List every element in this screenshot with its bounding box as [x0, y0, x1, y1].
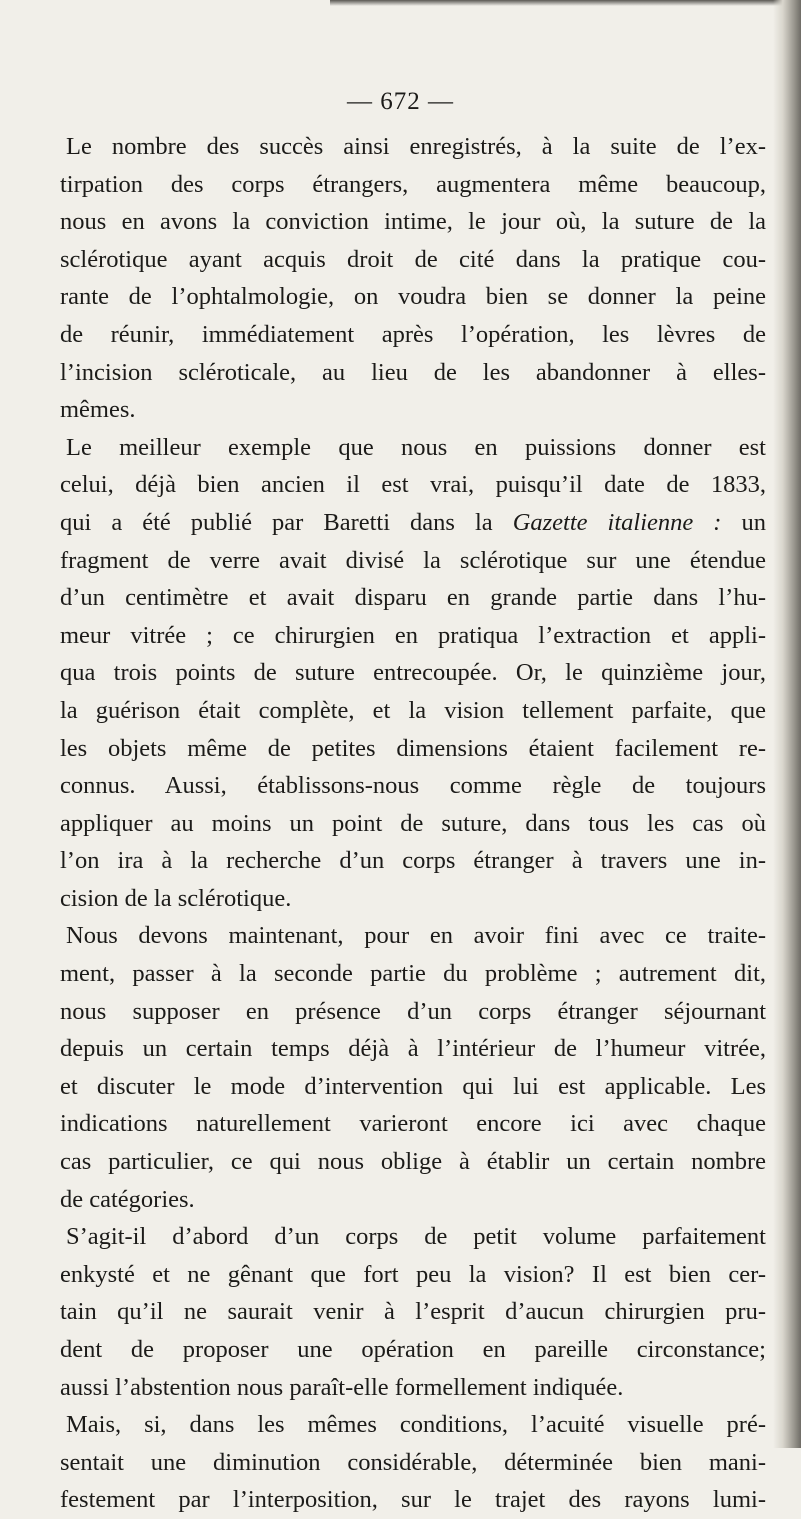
- text-line: nous en avons la conviction intime, le jour où, la suture de la: [60, 208, 766, 236]
- text-line: d’un centimètre et avait disparu en grande partie dans l’hu-: [60, 584, 766, 612]
- text-line: enkysté et ne gênant que fort peu la vision? Il est bien cer-: [60, 1260, 766, 1288]
- text-line: qui a été publié par Baretti dans la Gazette italienne : un: [60, 508, 766, 536]
- text-line: depuis un certain temps déjà à l’intérieur de l’humeur vitrée,: [60, 1035, 766, 1063]
- text-line: mêmes.: [60, 396, 136, 424]
- text-line: Nous devons maintenant, pour en avoir fini avec ce traite-: [66, 922, 766, 950]
- text-line: meur vitrée ; ce chirurgien en pratiqua l’extraction et appli-: [60, 621, 766, 649]
- text-line: Le meilleur exemple que nous en puissions donner est: [66, 433, 766, 461]
- text-line: les objets même de petites dimensions étaient facilement re-: [60, 734, 766, 762]
- page-number: — 672 —: [347, 88, 454, 115]
- text-line: et discuter le mode d’intervention qui lui est applicable. Les: [60, 1072, 766, 1100]
- text-line: la guérison était complète, et la vision tellement parfaite, que: [60, 696, 766, 724]
- text-line: sclérotique ayant acquis droit de cité dans la pratique cou-: [60, 245, 766, 273]
- text-line: dent de proposer une opération en pareille circonstance;: [60, 1336, 766, 1363]
- text-line: connus. Aussi, établissons-nous comme règle de toujours: [60, 772, 766, 800]
- text-line: aussi l’abstention nous paraît-elle formellement indiquée.: [60, 1373, 624, 1401]
- text-line: tirpation des corps étrangers, augmentera même beaucoup,: [60, 170, 766, 198]
- page-edge-shadow-top: [330, 0, 801, 6]
- text-line: cision de la sclérotique.: [60, 884, 292, 912]
- text-line: rante de l’ophtalmologie, on voudra bien se donner la peine: [60, 283, 766, 311]
- text-line: qua trois points de suture entrecoupée. Or, le quinzième jour,: [60, 659, 766, 687]
- text-line: tain qu’il ne saurait venir à l’esprit d’aucun chirurgien pru-: [60, 1298, 766, 1326]
- text-line: l’incision scléroticale, au lieu de les abandonner à elles-: [60, 358, 766, 386]
- text-line: Le nombre des succès ainsi enregistrés, à la suite de l’ex-: [66, 133, 766, 160]
- text-line: festement par l’interposition, sur le trajet des rayons lumi-: [60, 1486, 766, 1514]
- page-edge-shadow-right: [773, 0, 801, 1448]
- text-line: S’agit-il d’abord d’un corps de petit volume parfaitement: [66, 1223, 766, 1251]
- body-text: [60, 128, 766, 1519]
- text-line: de catégories.: [60, 1185, 195, 1213]
- text-line: appliquer au moins un point de suture, dans tous les cas où: [60, 809, 766, 837]
- text-line: nous supposer en présence d’un corps étranger séjournant: [60, 997, 766, 1025]
- text-line: cas particulier, ce qui nous oblige à établir un certain nombre: [60, 1148, 766, 1176]
- text-line: indications naturellement varieront encore ici avec chaque: [60, 1110, 766, 1138]
- text-line: l’on ira à la recherche d’un corps étranger à travers une in-: [60, 847, 766, 875]
- text-line: sentait une diminution considérable, déterminée bien mani-: [60, 1448, 766, 1476]
- text-line: Mais, si, dans les mêmes conditions, l’acuité visuelle pré-: [66, 1411, 766, 1439]
- text-line: de réunir, immédiatement après l’opération, les lèvres de: [60, 320, 766, 348]
- text-line: fragment de verre avait divisé la sclérotique sur une étendue: [60, 546, 766, 574]
- text-line: ment, passer à la seconde partie du problème ; autrement dit,: [60, 960, 766, 988]
- text-line: celui, déjà bien ancien il est vrai, puisqu’il date de 1833,: [60, 471, 766, 499]
